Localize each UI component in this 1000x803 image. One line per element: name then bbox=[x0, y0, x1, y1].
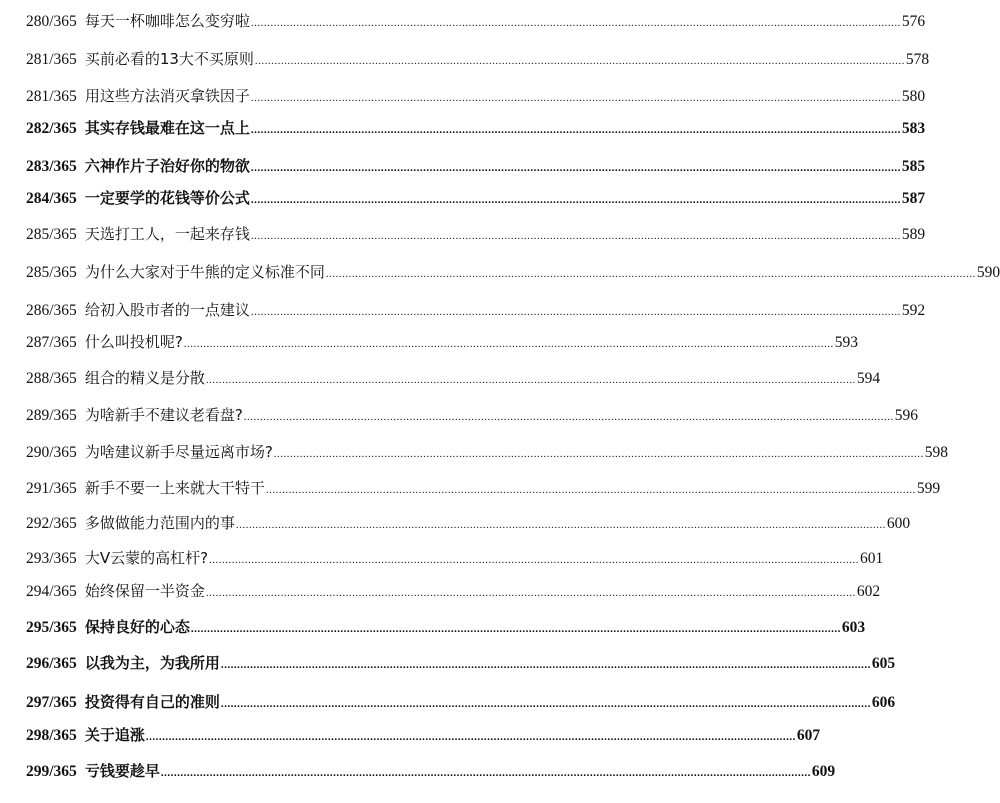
dot-leader: ........................................................................................................................................................................................................ bbox=[250, 17, 901, 29]
dot-leader: ........................................................................................................................................................................................................ bbox=[325, 268, 976, 280]
entry-title: 其实存钱最难在这一点上 bbox=[84, 119, 250, 137]
entry-page-number: 585 bbox=[901, 158, 926, 175]
dot-leader: ........................................................................................................................................................................................................ bbox=[243, 411, 894, 423]
entry-title: 用这些方法消灭拿铁因子 bbox=[84, 87, 250, 105]
entry-title: 六神作片子治好你的物欲 bbox=[84, 157, 250, 175]
entry-page-number: 603 bbox=[841, 619, 866, 636]
entry-title: 始终保留一半资金 bbox=[84, 582, 205, 600]
toc-entry[interactable] bbox=[26, 8, 926, 34]
entry-title: 关于追涨 bbox=[84, 726, 145, 744]
dot-leader: ........................................................................................................................................................................................................ bbox=[250, 306, 901, 318]
entry-title: 组合的精义是分散 bbox=[84, 369, 205, 387]
entry-title: 投资得有自己的准则 bbox=[84, 693, 220, 711]
entry-number: 283/365 bbox=[26, 158, 77, 175]
entry-number: 291/365 bbox=[26, 480, 77, 497]
entry-title: 大V云蒙的高杠杆? bbox=[84, 549, 209, 567]
entry-title: 天选打工人，一起来存钱 bbox=[84, 225, 250, 243]
toc-entry[interactable] bbox=[26, 402, 919, 428]
dot-leader: ........................................................................................................................................................................................................ bbox=[273, 448, 924, 460]
entry-title: 为什么大家对于牛熊的定义标准不同 bbox=[84, 263, 325, 281]
dot-leader: ........................................................................................................................................................................................................ bbox=[235, 519, 886, 531]
toc-entry[interactable] bbox=[26, 115, 926, 141]
entry-number: 281/365 bbox=[26, 51, 77, 68]
entry-number: 284/365 bbox=[26, 190, 77, 207]
entry-title: 买前必看的13大不买原则 bbox=[84, 50, 254, 68]
toc-entry[interactable] bbox=[26, 578, 881, 604]
dot-leader: ........................................................................................................................................................................................................ bbox=[265, 484, 916, 496]
dot-leader: ........................................................................................................................................................................................................ bbox=[250, 162, 901, 174]
entry-page-number: 596 bbox=[894, 407, 919, 424]
entry-page-number: 605 bbox=[871, 655, 896, 672]
entry-number: 281/365 bbox=[26, 88, 77, 105]
entry-title: 亏钱要趁早 bbox=[84, 762, 160, 780]
dot-leader: ........................................................................................................................................................................................................ bbox=[250, 230, 901, 242]
entry-page-number: 600 bbox=[886, 515, 911, 532]
entry-number: 288/365 bbox=[26, 370, 77, 387]
toc-entry[interactable] bbox=[26, 614, 866, 640]
toc-entry[interactable] bbox=[26, 475, 941, 501]
entry-number: 295/365 bbox=[26, 619, 77, 636]
entry-title: 一定要学的花钱等价公式 bbox=[84, 189, 250, 207]
entry-number: 298/365 bbox=[26, 727, 77, 744]
entry-page-number: 602 bbox=[856, 583, 881, 600]
entry-number: 285/365 bbox=[26, 264, 77, 281]
dot-leader: ........................................................................................................................................................................................................ bbox=[145, 731, 796, 743]
entry-number: 290/365 bbox=[26, 444, 77, 461]
dot-leader: ........................................................................................................................................................................................................ bbox=[250, 194, 901, 206]
entry-title: 给初入股市者的一点建议 bbox=[84, 301, 250, 319]
toc-entry[interactable] bbox=[26, 153, 926, 179]
toc-entry[interactable] bbox=[26, 221, 926, 247]
entry-title: 为啥新手不建议老看盘? bbox=[84, 406, 243, 424]
entry-title: 保持良好的心态 bbox=[84, 618, 190, 636]
dot-leader: ........................................................................................................................................................................................................ bbox=[190, 623, 841, 635]
dot-leader: ........................................................................................................................................................................................................ bbox=[254, 55, 905, 67]
toc-entry[interactable] bbox=[26, 329, 859, 355]
entry-page-number: 609 bbox=[811, 763, 836, 780]
dot-leader: ........................................................................................................................................................................................................ bbox=[250, 124, 901, 136]
entry-number: 289/365 bbox=[26, 407, 77, 424]
entry-page-number: 578 bbox=[905, 51, 930, 68]
entry-number: 294/365 bbox=[26, 583, 77, 600]
toc-entry[interactable] bbox=[26, 722, 821, 748]
dot-leader: ........................................................................................................................................................................................................ bbox=[205, 587, 856, 599]
toc-entry[interactable] bbox=[26, 545, 884, 571]
dot-leader: ........................................................................................................................................................................................................ bbox=[205, 374, 856, 386]
dot-leader: ........................................................................................................................................................................................................ bbox=[183, 338, 834, 350]
entry-page-number: 606 bbox=[871, 694, 896, 711]
toc-entry[interactable] bbox=[26, 650, 896, 676]
toc-entry[interactable] bbox=[26, 439, 949, 465]
entry-title: 以我为主，为我所用 bbox=[84, 654, 220, 672]
toc-entry[interactable] bbox=[26, 365, 881, 391]
entry-page-number: 592 bbox=[901, 302, 926, 319]
entry-number: 296/365 bbox=[26, 655, 77, 672]
entry-page-number: 599 bbox=[916, 480, 941, 497]
toc-entry[interactable] bbox=[26, 46, 930, 72]
entry-number: 286/365 bbox=[26, 302, 77, 319]
entry-title: 每天一杯咖啡怎么变穷啦 bbox=[84, 12, 250, 30]
toc-entry[interactable] bbox=[26, 758, 836, 784]
entry-number: 297/365 bbox=[26, 694, 77, 711]
toc-entry[interactable] bbox=[26, 689, 896, 715]
toc-entry[interactable] bbox=[26, 510, 911, 536]
entry-number: 282/365 bbox=[26, 120, 77, 137]
entry-page-number: 576 bbox=[901, 13, 926, 30]
entry-page-number: 601 bbox=[860, 550, 884, 567]
entry-number: 293/365 bbox=[26, 550, 77, 567]
entry-page-number: 583 bbox=[901, 120, 926, 137]
entry-title: 什么叫投机呢? bbox=[84, 333, 183, 351]
entry-page-number: 580 bbox=[901, 88, 926, 105]
entry-title: 多做做能力范围内的事 bbox=[84, 514, 235, 532]
entry-number: 285/365 bbox=[26, 226, 77, 243]
entry-page-number: 594 bbox=[856, 370, 881, 387]
entry-number: 292/365 bbox=[26, 515, 77, 532]
dot-leader: ........................................................................................................................................................................................................ bbox=[160, 767, 811, 779]
entry-page-number: 607 bbox=[796, 727, 821, 744]
entry-title: 新手不要一上来就大干特干 bbox=[84, 479, 265, 497]
toc-entry[interactable] bbox=[26, 259, 1000, 285]
entry-page-number: 590 bbox=[976, 264, 1000, 281]
entry-number: 287/365 bbox=[26, 334, 77, 351]
entry-number: 280/365 bbox=[26, 13, 77, 30]
entry-page-number: 598 bbox=[924, 444, 949, 461]
entry-page-number: 593 bbox=[834, 334, 859, 351]
dot-leader: ........................................................................................................................................................................................................ bbox=[209, 554, 860, 566]
dot-leader: ........................................................................................................................................................................................................ bbox=[250, 92, 901, 104]
entry-page-number: 589 bbox=[901, 226, 926, 243]
toc-entry[interactable] bbox=[26, 83, 926, 109]
entry-page-number: 587 bbox=[901, 190, 926, 207]
toc-entry[interactable] bbox=[26, 297, 926, 323]
entry-title: 为啥建议新手尽量远离市场? bbox=[84, 443, 273, 461]
toc-entry[interactable] bbox=[26, 185, 926, 211]
entry-number: 299/365 bbox=[26, 763, 77, 780]
dot-leader: ........................................................................................................................................................................................................ bbox=[220, 659, 871, 671]
dot-leader: ........................................................................................................................................................................................................ bbox=[220, 698, 871, 710]
